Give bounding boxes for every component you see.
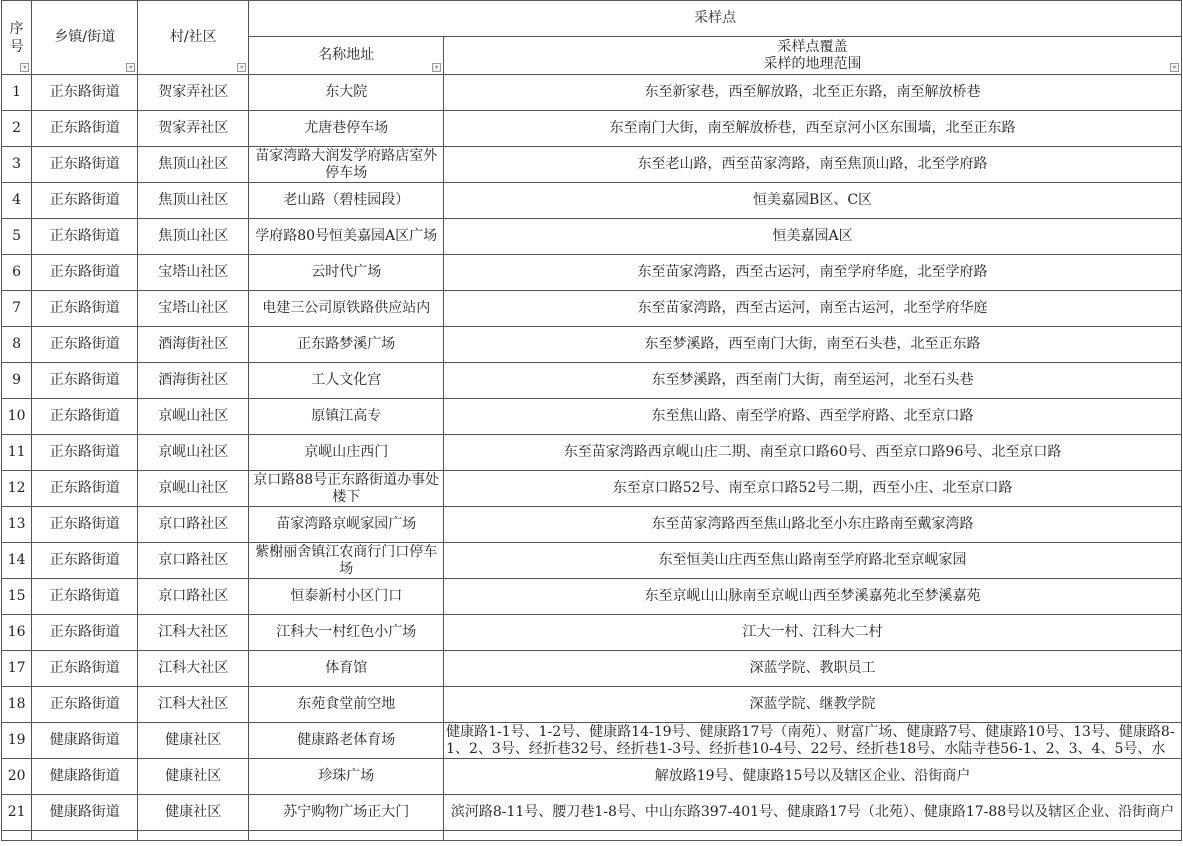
cell-seq[interactable]: 21: [2, 795, 32, 831]
cell-seq[interactable]: 9: [2, 363, 32, 399]
cell-town[interactable]: 正东路街道: [32, 687, 138, 723]
cell-village[interactable]: 健康社区: [138, 723, 249, 759]
cell-coverage[interactable]: 东至南门大街，南至解放桥巷，西至京河小区东围墙，北至正东路: [444, 111, 1182, 147]
table-row: [2, 291, 1182, 327]
cell-empty: [32, 831, 138, 841]
header-coverage-line2: 采样的地理范围: [763, 55, 862, 72]
filter-dropdown-icon[interactable]: ▾: [1170, 63, 1179, 72]
cell-town[interactable]: 正东路街道: [32, 291, 138, 327]
cell-village[interactable]: 酒海街社区: [138, 363, 249, 399]
cell-seq[interactable]: 19: [2, 723, 32, 759]
table-row: [2, 507, 1182, 543]
table-row: [2, 75, 1182, 111]
cell-name[interactable]: 珍珠广场: [249, 759, 444, 795]
cell-seq[interactable]: 14: [2, 543, 32, 579]
cell-seq[interactable]: 2: [2, 111, 32, 147]
cell-name[interactable]: 江科大一村红色小广场: [249, 615, 444, 651]
cell-empty: [249, 831, 444, 841]
cell-coverage[interactable]: 解放路19号、健康路15号以及辖区企业、沿街商户: [444, 759, 1182, 795]
cell-village[interactable]: 江科大社区: [138, 651, 249, 687]
cell-town[interactable]: 健康路街道: [32, 723, 138, 759]
table-row: [2, 579, 1182, 615]
cell-village[interactable]: 京岘山社区: [138, 471, 249, 507]
cell-seq[interactable]: 6: [2, 255, 32, 291]
cell-coverage[interactable]: 恒美嘉园A区: [444, 219, 1182, 255]
cell-name[interactable]: 体育馆: [249, 651, 444, 687]
header-coverage-line1: 采样点覆盖: [777, 38, 848, 55]
header-sampling-label: 采样点: [694, 10, 737, 26]
cell-name[interactable]: 正东路梦溪广场: [249, 327, 444, 363]
header-sampling: [249, 1, 1182, 37]
cell-seq[interactable]: 4: [2, 183, 32, 219]
cell-seq[interactable]: 18: [2, 687, 32, 723]
cell-town[interactable]: 正东路街道: [32, 363, 138, 399]
cell-empty: [444, 831, 1182, 841]
cell-village[interactable]: 京口路社区: [138, 543, 249, 579]
table-row: [2, 363, 1182, 399]
cell-town[interactable]: 正东路街道: [32, 507, 138, 543]
cell-name[interactable]: 尤唐巷停车场: [249, 111, 444, 147]
table-row: [2, 759, 1182, 795]
table-row: [2, 723, 1182, 759]
cell-empty: [138, 831, 249, 841]
table-row: [2, 183, 1182, 219]
cell-village[interactable]: 焦顶山社区: [138, 183, 249, 219]
cell-name[interactable]: 京岘山庄西门: [249, 435, 444, 471]
cell-village[interactable]: 健康社区: [138, 759, 249, 795]
cell-town[interactable]: 正东路街道: [32, 471, 138, 507]
cell-name[interactable]: 恒泰新村小区门口: [249, 579, 444, 615]
cell-village[interactable]: 贺家弄社区: [138, 111, 249, 147]
header-town: [32, 1, 138, 75]
cell-seq[interactable]: 1: [2, 75, 32, 111]
cell-coverage[interactable]: 东至恒美山庄西至焦山路南至学府路北至京岘家园: [444, 543, 1182, 579]
cell-coverage[interactable]: 东至老山路，西至苗家湾路，南至焦顶山路，北至学府路: [444, 147, 1182, 183]
cell-name[interactable]: 东大院: [249, 75, 444, 111]
cell-name[interactable]: 健康路老体育场: [249, 723, 444, 759]
cell-village[interactable]: 健康社区: [138, 795, 249, 831]
header-name: [249, 37, 444, 75]
cell-coverage[interactable]: 健康路1-1号、1-2号、健康路14-19号、健康路17号（南苑）、财富广场、健康路7号、健康路10号、13号、健康路8-1、2、3号、经折巷32号、经折巷1-3号、经折巷10-4号、22号、经折巷18号、水陆寺巷56-1、2、3、4、5号、水: [444, 723, 1182, 759]
cell-seq[interactable]: 5: [2, 219, 32, 255]
cell-town[interactable]: 正东路街道: [32, 219, 138, 255]
table-body: [2, 75, 1182, 841]
cell-seq[interactable]: 8: [2, 327, 32, 363]
cell-coverage[interactable]: 东至焦山路、南至学府路、西至学府路、北至京口路: [444, 399, 1182, 435]
cell-coverage[interactable]: 深蓝学院、教职员工: [444, 651, 1182, 687]
filter-dropdown-icon[interactable]: ▾: [237, 63, 246, 72]
cell-name[interactable]: 云时代广场: [249, 255, 444, 291]
cell-town[interactable]: 正东路街道: [32, 183, 138, 219]
cell-coverage[interactable]: 深蓝学院、继教学院: [444, 687, 1182, 723]
table-row: [2, 327, 1182, 363]
header-coverage: [444, 37, 1182, 75]
cell-coverage[interactable]: 滨河路8-11号、腰刀巷1-8号、中山东路397-401号、健康路17号（北苑）、健康路17-88号以及辖区企业、沿街商户: [444, 795, 1182, 831]
cell-town[interactable]: 健康路街道: [32, 795, 138, 831]
cell-name[interactable]: 苗家湾路京岘家园广场: [249, 507, 444, 543]
table-row-partial: [2, 831, 1182, 841]
cell-village[interactable]: 京口路社区: [138, 579, 249, 615]
cell-town[interactable]: 正东路街道: [32, 543, 138, 579]
cell-seq[interactable]: 16: [2, 615, 32, 651]
cell-coverage[interactable]: 东至京口路52号、南至京口路52号二期，西至小庄、北至京口路: [444, 471, 1182, 507]
header-seq-label: 序号: [9, 20, 24, 55]
cell-village[interactable]: 京口路社区: [138, 507, 249, 543]
table-row: [2, 471, 1182, 507]
cell-coverage[interactable]: 东至梦溪路，西至南门大街，南至运河，北至石头巷: [444, 363, 1182, 399]
cell-village[interactable]: 焦顶山社区: [138, 219, 249, 255]
cell-coverage[interactable]: 东至苗家湾路，西至古运河，南至学府华庭，北至学府路: [444, 255, 1182, 291]
filter-dropdown-icon[interactable]: ▾: [20, 63, 29, 72]
filter-dropdown-icon[interactable]: ▾: [126, 63, 135, 72]
cell-coverage[interactable]: 东至梦溪路，西至南门大街，南至石头巷，北至正东路: [444, 327, 1182, 363]
table-row: [2, 687, 1182, 723]
cell-coverage[interactable]: 恒美嘉园B区、C区: [444, 183, 1182, 219]
cell-name[interactable]: 东苑食堂前空地: [249, 687, 444, 723]
cell-town[interactable]: 健康路街道: [32, 759, 138, 795]
cell-name[interactable]: 原镇江高专: [249, 399, 444, 435]
table-row: [2, 795, 1182, 831]
cell-coverage[interactable]: 江大一村、江科大二村: [444, 615, 1182, 651]
cell-seq[interactable]: 11: [2, 435, 32, 471]
cell-name[interactable]: 紫榭丽舍镇江农商行门口停车场: [249, 543, 444, 579]
cell-town[interactable]: 正东路街道: [32, 75, 138, 111]
table-row: [2, 615, 1182, 651]
filter-dropdown-icon[interactable]: ▾: [432, 63, 441, 72]
cell-name[interactable]: 京口路88号正东路街道办事处楼下: [249, 471, 444, 507]
cell-seq[interactable]: 12: [2, 471, 32, 507]
cell-name[interactable]: 苏宁购物广场正大门: [249, 795, 444, 831]
header-village: [138, 1, 249, 75]
cell-town[interactable]: 正东路街道: [32, 435, 138, 471]
cell-coverage[interactable]: 东至苗家湾路西京岘山庄二期、南至京口路60号、西至京口路96号、北至京口路: [444, 435, 1182, 471]
cell-village[interactable]: 焦顶山社区: [138, 147, 249, 183]
cell-town[interactable]: 正东路街道: [32, 579, 138, 615]
cell-town[interactable]: 正东路街道: [32, 327, 138, 363]
cell-town[interactable]: 正东路街道: [32, 255, 138, 291]
table-row: [2, 255, 1182, 291]
cell-village[interactable]: 酒海街社区: [138, 327, 249, 363]
cell-village[interactable]: 宝塔山社区: [138, 255, 249, 291]
table-row: [2, 399, 1182, 435]
table-row: [2, 543, 1182, 579]
cell-town[interactable]: 正东路街道: [32, 147, 138, 183]
cell-village[interactable]: 江科大社区: [138, 615, 249, 651]
table-row: [2, 111, 1182, 147]
cell-name[interactable]: 电建三公司原铁路供应站内: [249, 291, 444, 327]
cell-name[interactable]: 老山路（碧桂园段）: [249, 183, 444, 219]
cell-town[interactable]: 正东路街道: [32, 615, 138, 651]
cell-seq[interactable]: 20: [2, 759, 32, 795]
cell-coverage[interactable]: 东至苗家湾路西至焦山路北至小东庄路南至戴家湾路: [444, 507, 1182, 543]
cell-village[interactable]: 贺家弄社区: [138, 75, 249, 111]
table-row: [2, 147, 1182, 183]
cell-village[interactable]: 京岘山社区: [138, 399, 249, 435]
cell-name[interactable]: 学府路80号恒美嘉园A区广场: [249, 219, 444, 255]
header-town-label: 乡镇/街道: [54, 29, 116, 45]
cell-seq[interactable]: 3: [2, 147, 32, 183]
table-row: [2, 435, 1182, 471]
cell-town[interactable]: 正东路街道: [32, 111, 138, 147]
cell-seq[interactable]: 10: [2, 399, 32, 435]
cell-seq[interactable]: 15: [2, 579, 32, 615]
cell-coverage[interactable]: 东至京岘山山脉南至京岘山西至梦溪嘉苑北至梦溪嘉苑: [444, 579, 1182, 615]
cell-town[interactable]: 正东路街道: [32, 399, 138, 435]
header-seq: [2, 1, 32, 75]
cell-empty: [2, 831, 32, 841]
cell-town[interactable]: 正东路街道: [32, 651, 138, 687]
cell-seq[interactable]: 7: [2, 291, 32, 327]
cell-name[interactable]: 苗家湾路大润发学府路店室外停车场: [249, 147, 444, 183]
cell-seq[interactable]: 17: [2, 651, 32, 687]
header-name-label: 名称地址: [318, 47, 375, 63]
cell-coverage[interactable]: 东至苗家湾路，西至古运河，南至古运河，北至学府华庭: [444, 291, 1182, 327]
table-row: [2, 651, 1182, 687]
cell-village[interactable]: 京岘山社区: [138, 435, 249, 471]
cell-village[interactable]: 江科大社区: [138, 687, 249, 723]
cell-coverage[interactable]: 东至新家巷，西至解放路，北至正东路，南至解放桥巷: [444, 75, 1182, 111]
cell-village[interactable]: 宝塔山社区: [138, 291, 249, 327]
sampling-table: [1, 0, 1182, 841]
cell-seq[interactable]: 13: [2, 507, 32, 543]
cell-name[interactable]: 工人文化宫: [249, 363, 444, 399]
header-village-label: 村/社区: [169, 29, 217, 45]
table-row: [2, 219, 1182, 255]
